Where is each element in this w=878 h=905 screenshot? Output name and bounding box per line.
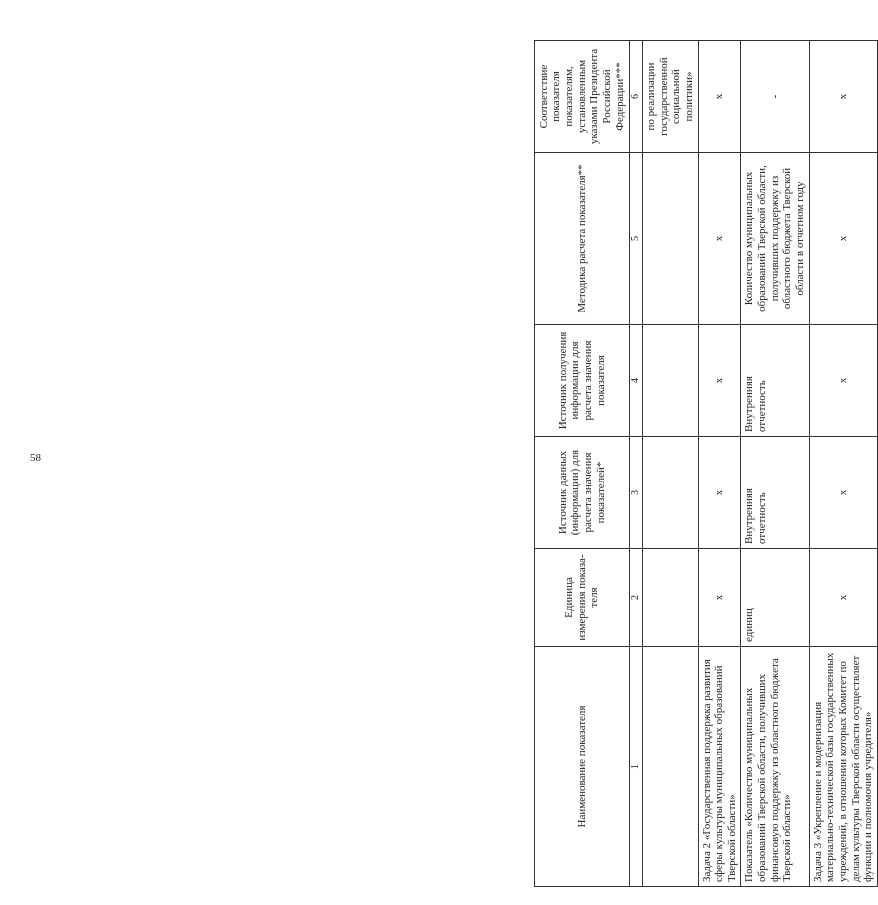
data-source-cell: x	[698, 437, 741, 549]
unit-cell: x	[809, 549, 877, 647]
indicator-name-cell: Задача 3 «Укрепление и модернизация материально-технической базы государственных учреждений, в отношении которых Комитет по делам культуры Тверской области осуществляет функции и полномочия учредителя»	[809, 647, 877, 887]
info-source-cell: Внутренняя отчетность	[741, 325, 809, 437]
table-row	[741, 41, 809, 887]
indicator-table	[534, 40, 878, 887]
header-unit: Единица измерения показа-теля	[535, 549, 630, 647]
data-source-cell: x	[809, 437, 877, 549]
column-number: 3	[630, 437, 643, 549]
info-source-cell: x	[809, 325, 877, 437]
conformity-cell: -	[741, 41, 809, 153]
column-number: 1	[630, 647, 643, 887]
indicator-name-cell: Показатель «Количество муниципальных образований Тверской области, получивших финансовую поддержку из областного бюджета Тверской области»	[741, 647, 809, 887]
method-cell	[643, 153, 699, 325]
header-method: Методика расчета показателя**	[535, 153, 630, 325]
unit-cell: x	[698, 549, 741, 647]
data-source-cell	[643, 437, 699, 549]
unit-cell	[643, 549, 699, 647]
page-number: 58	[30, 452, 41, 464]
indicator-name-cell	[643, 647, 699, 887]
info-source-cell: x	[698, 325, 741, 437]
conformity-cell: по реализации государственной социальной политики»	[643, 41, 699, 153]
column-number-row	[630, 41, 643, 887]
header-info-source: Источник получения информации для расчета значения показателя	[535, 325, 630, 437]
table-row	[809, 41, 877, 887]
indicator-table-wrapper	[534, 41, 875, 887]
header-conformity: Соответствие показателя показателям, установленным указами Президента Российской Федерации***	[535, 41, 630, 153]
unit-cell: единиц	[741, 549, 809, 647]
column-number: 6	[630, 41, 643, 153]
header-indicator-name: Наименование показателя	[535, 647, 630, 887]
table-row	[698, 41, 741, 887]
table-row	[643, 41, 699, 887]
info-source-cell	[643, 325, 699, 437]
method-cell: x	[809, 153, 877, 325]
header-row	[535, 41, 630, 887]
indicator-name-cell: Задача 2 «Государственная поддержка развития сферы культуры муниципальных образований Тверской области»	[698, 647, 741, 887]
method-cell: x	[698, 153, 741, 325]
conformity-cell: x	[698, 41, 741, 153]
column-number: 4	[630, 325, 643, 437]
data-source-cell: Внутренняя отчетность	[741, 437, 809, 549]
conformity-cell: x	[809, 41, 877, 153]
column-number: 5	[630, 153, 643, 325]
method-cell: Количество муниципальных образований Тверской области, получивших поддержку из областного бюджета Тверской области в отчетном году	[741, 153, 809, 325]
column-number: 2	[630, 549, 643, 647]
header-data-source: Источник данных (информации) для расчета значения показателей*	[535, 437, 630, 549]
